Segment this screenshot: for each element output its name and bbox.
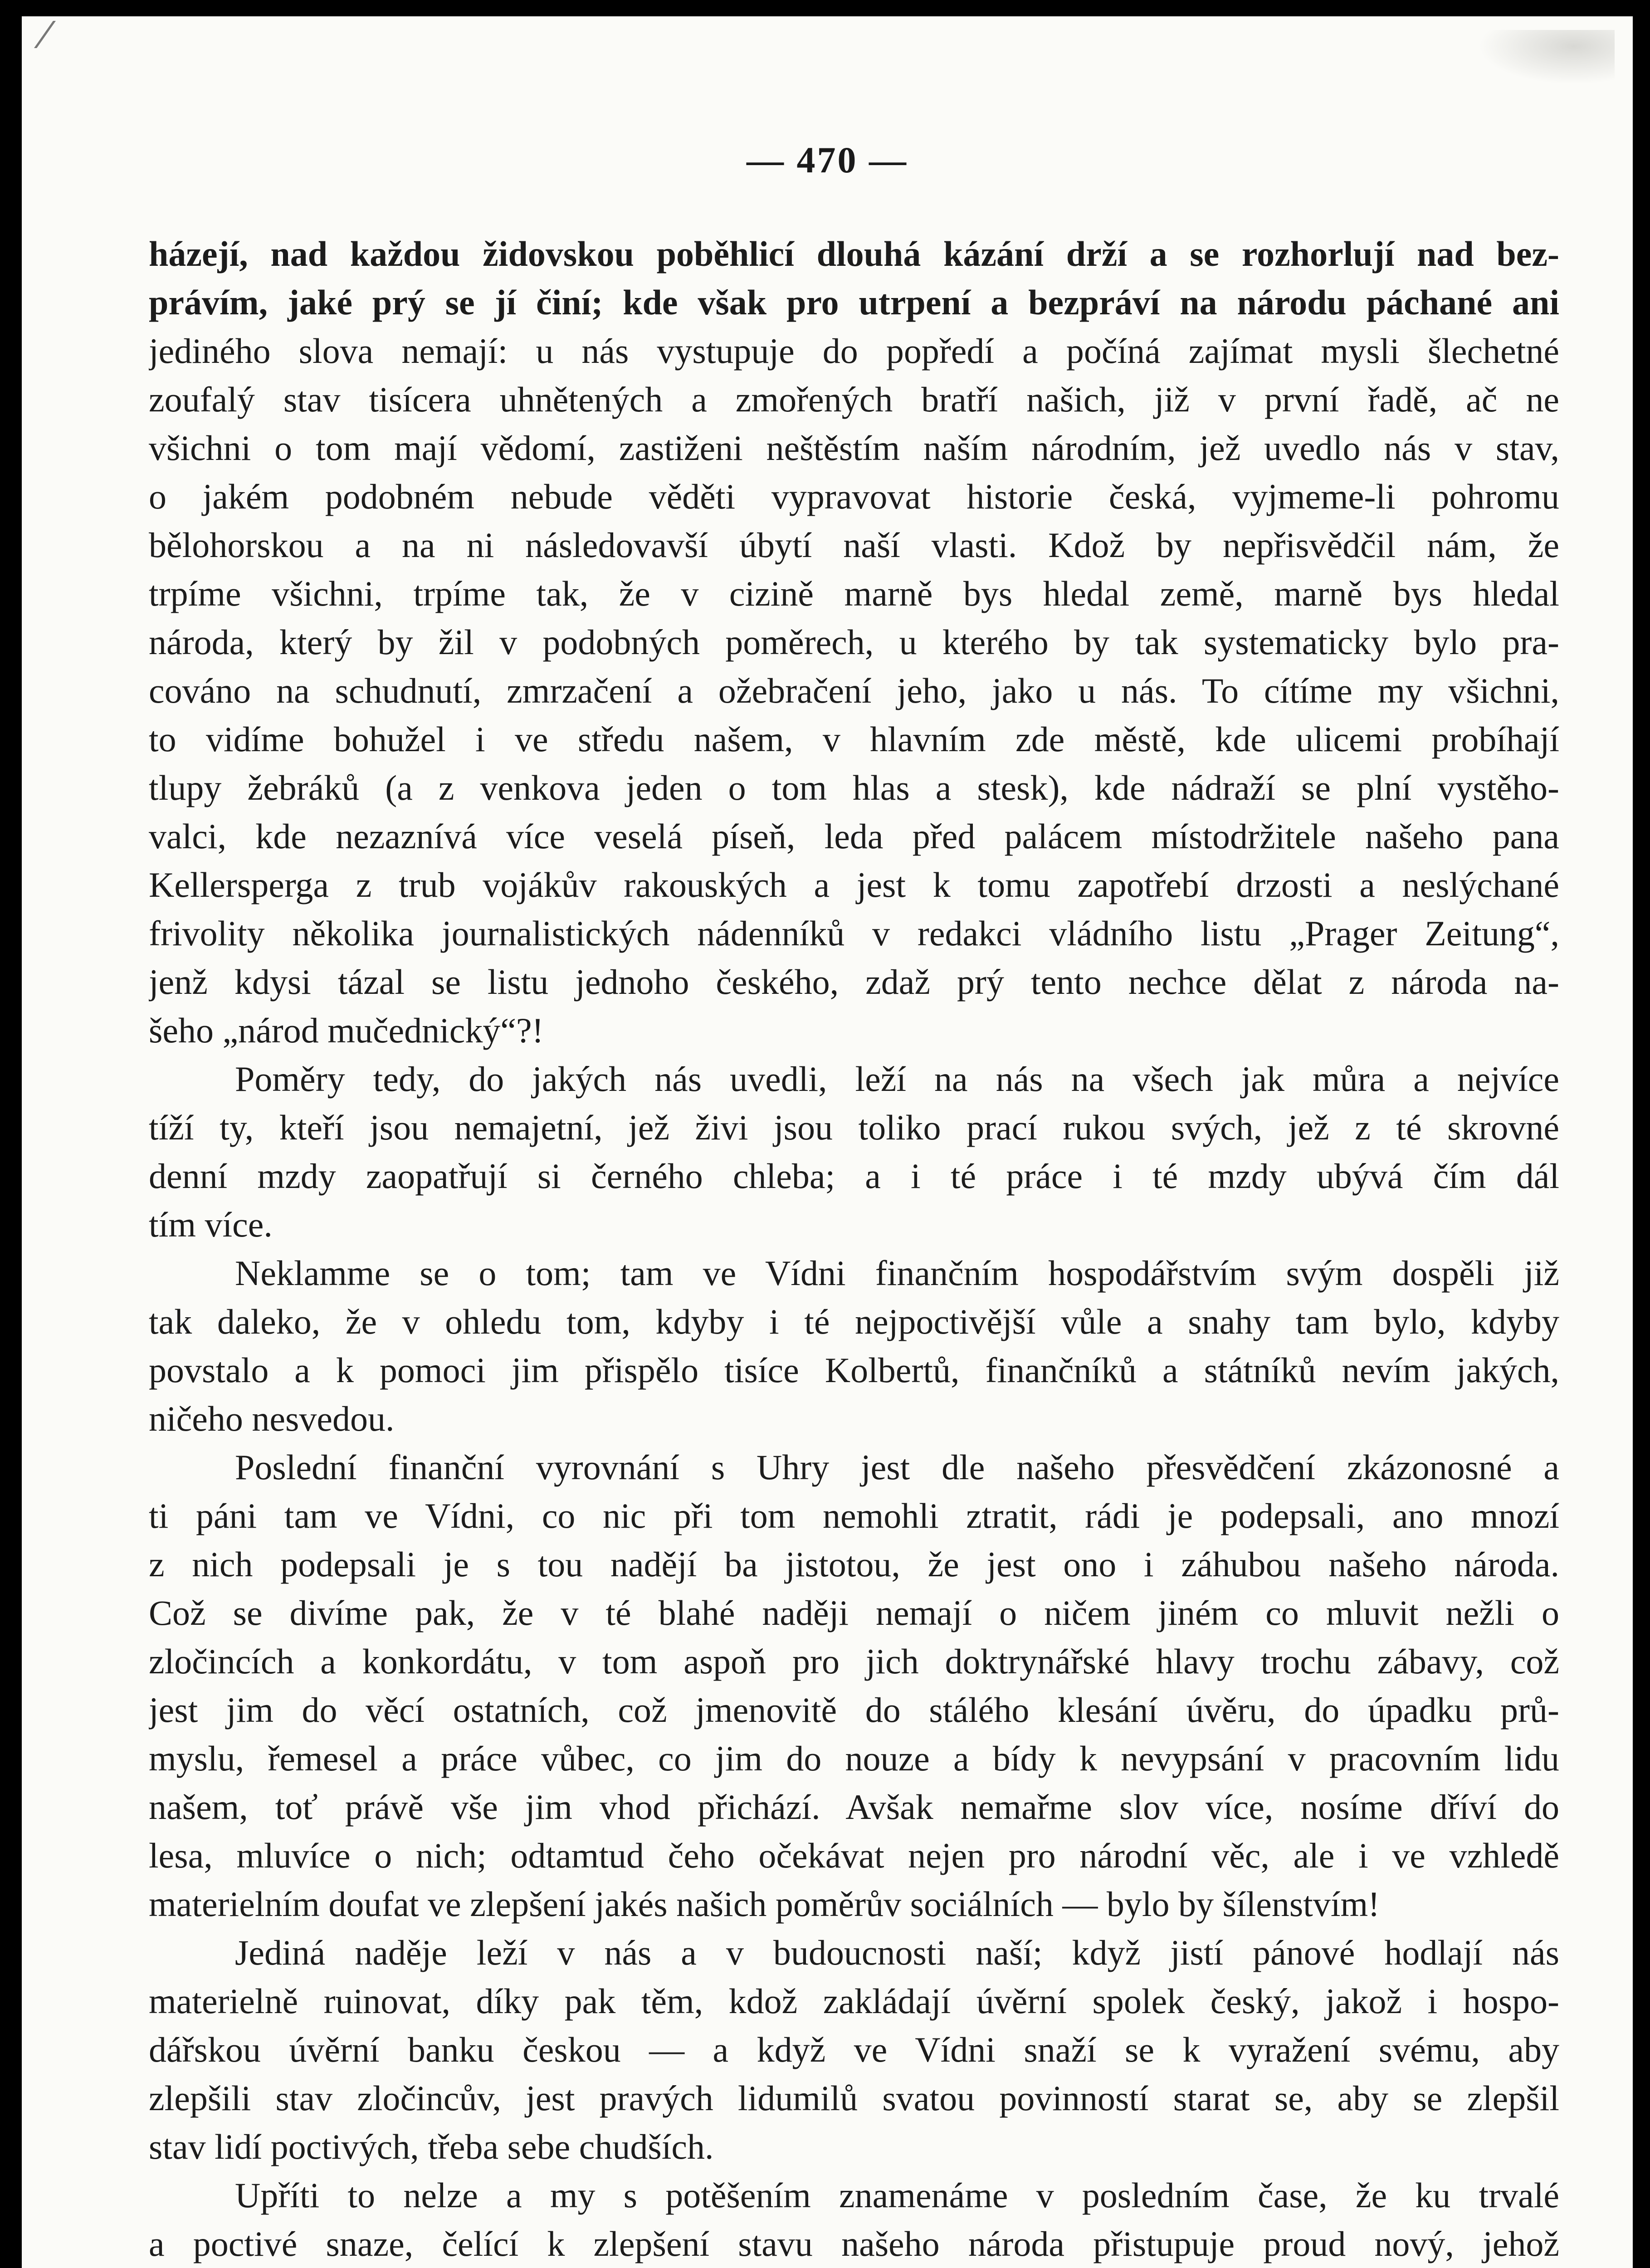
text-line: Kellersperga z trub vojákův rakouských a jest k tomu zapotřebí drzosti a neslýchané [149,865,1559,904]
text-line: jest jim do věcí ostatních, což jmenovitě do stálého klesání úvěru, do úpadku prů- [149,1690,1559,1730]
text-line: tak daleko, že v ohledu tom, kdyby i té nejpoctivější vůle a snahy tam bylo, kdyby [149,1302,1559,1341]
text-line: denní mzdy zaopatřují si černého chleba; a i té práce i té mzdy ubývá čím dál [149,1156,1559,1196]
scan-edge-shadow [1479,30,1615,84]
text-line: bělohorskou a na ni následovavší úbytí naší vlasti. Kdož by nepřisvědčil nám, že [149,525,1559,565]
corner-pencil-mark [34,21,97,48]
body-text [149,230,1559,2268]
text-line: z nich podepsali je s tou nadějí ba jistotou, že jest ono i záhubou našeho národa. [149,1545,1559,1584]
text-line: právím, jaké prý se jí činí; kde však pro utrpení a bezpráví na národu páchané ani [149,283,1559,322]
text-line: trpíme všichni, trpíme tak, že v cizině marně bys hledal země, marně bys hledal [149,574,1559,613]
paragraph [149,230,1559,1055]
text-line: Jediná naděje leží v nás a v budoucnosti naší; když jistí pánové hodlají nás [235,1933,1559,1972]
paragraph [149,1055,1559,1249]
text-line: házejí, nad každou židovskou poběhlicí dlouhá kázání drží a se rozhorlují nad bez- [149,234,1559,274]
text-line: Neklamme se o tom; tam ve Vídni finančním hospodářstvím svým dospěli již [235,1253,1559,1293]
text-line: dářskou úvěrní banku českou — a když ve Vídni snaží se k vyražení svému, aby [149,2030,1559,2069]
text-line: cováno na schudnutí, zmrzačení a ožebračení jeho, jako u nás. To cítíme my všichni, [149,671,1559,710]
text-line: Poslední finanční vyrovnání s Uhry jest dle našeho přesvědčení zkázonosné a [235,1447,1559,1487]
text-line: národa, který by žil v podobných poměrech, u kterého by tak systematicky bylo pra- [149,622,1559,662]
text-line: ti páni tam ve Vídni, co nic při tom nemohli ztratit, rádi je podepsali, ano mnozí [149,1496,1559,1535]
text-line: o jakém podobném nebude věděti vypravovat historie česká, vyjmeme-li pohromu [149,477,1559,516]
page-number: — 470 — [747,139,908,181]
text-line: zločincích a konkordátu, v tom aspoň pro jich doktrynářské hlavy trochu zábavy, což [149,1642,1559,1681]
text-line: frivolity několika journalistických nádenníků v redakci vládního listu „Prager Zeitung“, [149,914,1559,953]
paragraph [149,2171,1559,2268]
text-line: to vidíme bohužel i ve středu našem, v hlavním zde městě, kde ulicemi probíhají [149,719,1559,759]
text-line: všichni o tom mají vědomí, zastiženi neštěstím naším národním, jež uvedlo nás v stav, [149,428,1559,468]
text-line: valci, kde nezaznívá více veselá píseň, leda před palácem místodržitele našeho pana [149,816,1559,856]
text-line: jenž kdysi tázal se listu jednoho českého, zdaž prý tento nechce dělat z národa na- [149,962,1559,1002]
paragraph [149,1249,1559,1443]
text-line: tíží ty, kteří jsou nemajetní, jež živi jsou toliko prací rukou svých, jež z té skrovné [149,1108,1559,1147]
paragraph [149,1443,1559,1928]
text-line: zoufalý stav tisícera uhnětených a zmořených bratří našich, již v první řadě, ač ne [149,380,1559,419]
text-line: tlupy žebráků (a z venkova jeden o tom hlas a stesk), kde nádraží se plní vystěho- [149,768,1559,807]
text-line: povstalo a k pomoci jim přispělo tisíce Kolbertů, finančníků a státníků nevím jakých, [149,1350,1559,1390]
scanned-page [22,16,1633,2268]
text-line: stav lidí poctivých, třeba sebe chudších. [149,2127,714,2166]
text-line: materielně ruinovat, díky pak těm, kdož zakládají úvěrní spolek český, jakož i hospo- [149,1981,1559,2021]
text-line: našem, toť právě vše jim vhod přichází. Avšak nemařme slov více, nosíme dříví do [149,1787,1559,1827]
text-line: zlepšili stav zločincův, jest pravých lidumilů svatou povinností starat se, aby se zlepšil [149,2078,1559,2118]
text-line: materielním doufat ve zlepšení jakés našich poměrův sociálních — bylo by šílenstvím! [149,1884,1380,1924]
text-line: ničeho nesvedou. [149,1399,395,1438]
text-line: Poměry tedy, do jakých nás uvedli, leží na nás na všech jak můra a nejvíce [235,1059,1559,1099]
text-line: a poctivé snaze, čelící k zlepšení stavu našeho národa přistupuje proud nový, jehož [149,2224,1559,2263]
text-line: myslu, řemesel a práce vůbec, co jim do nouze a bídy k nevypsání v pracovním lidu [149,1739,1559,1778]
text-line: lesa, mluvíce o nich; odtamtud čeho očekávat nejen pro národní věc, ale i ve vzhledě [149,1836,1559,1875]
text-line: tím více. [149,1205,273,1244]
text-line: jediného slova nemají: u nás vystupuje do popředí a počíná zajímat mysli šlechetné [149,331,1559,371]
text-line: Což se divíme pak, že v té blahé naději nemají o ničem jiném co mluvit nežli o [149,1593,1559,1633]
paragraph [149,1928,1559,2171]
text-line: Upříti to nelze a my s potěšením znamenáme v posledním čase, že ku trvalé [235,2175,1559,2215]
text-line: šeho „národ mučednický“?! [149,1011,544,1050]
